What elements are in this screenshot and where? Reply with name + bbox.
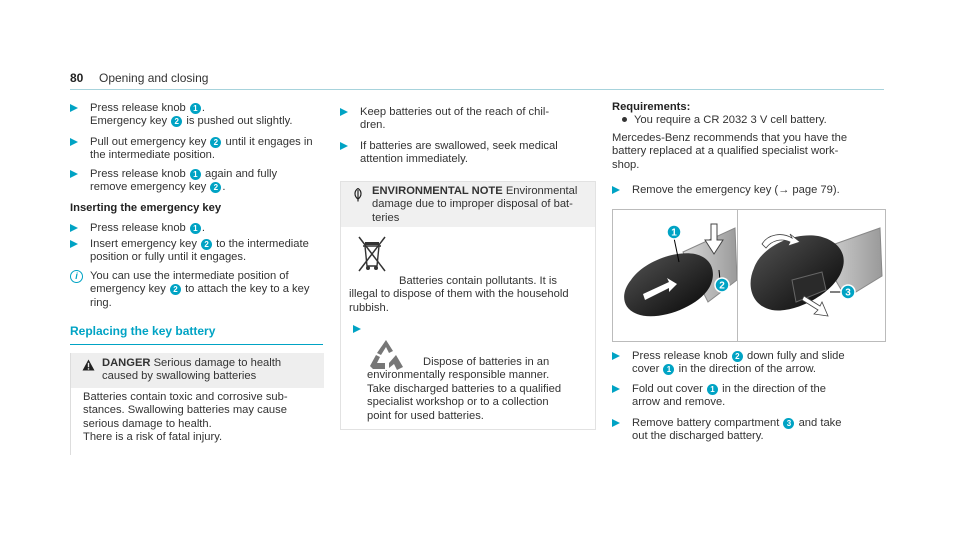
requirements-heading: Requirements: — [612, 101, 691, 113]
environmental-step-text: Dispose of batteries in an environmentally responsible manner. Take discharged batteries to a qualified specialist workshop or to a collection point for used batteries. — [367, 356, 562, 422]
step-fold-out-cover: Fold out cover 1 in the direction of the arrow and remove. — [612, 383, 882, 410]
step-arrow-icon — [70, 138, 78, 146]
environmental-note-label: ENVIRONMENTAL NOTE — [372, 185, 503, 197]
battery-removal-illustration — [738, 210, 884, 341]
subheading-inserting-key: Inserting the emergency key — [70, 202, 222, 214]
danger-header: DANGER Serious damage to health caused by swallowing batteries — [71, 353, 324, 388]
section-rule — [70, 344, 323, 345]
step-pull-out-key: Pull out emergency key 2 until it engages in the intermediate position. — [70, 136, 320, 163]
callout-badge: 2 — [210, 137, 221, 148]
danger-label: DANGER — [102, 357, 151, 369]
requirement-item: You require a CR 2032 3 V cell battery. — [634, 114, 827, 126]
step-arrow-icon — [70, 104, 78, 112]
key-battery-figure — [612, 209, 886, 342]
callout-badge: 1 — [707, 384, 718, 395]
step-arrow-icon — [612, 352, 620, 360]
step-press-release-knob: Press release knob 1 . Emergency key 2 is pushed out slightly. — [70, 102, 320, 129]
step-press-knob-slide-cover: Press release knob 2 down fully and slide cover 1 in the direction of the arrow. — [612, 350, 882, 377]
callout-3-icon — [830, 285, 855, 299]
callout-2-text: 2 — [719, 280, 725, 292]
step-arrow-icon — [70, 224, 78, 232]
callout-badge: 2 — [732, 351, 743, 362]
page-number: 80 — [70, 71, 84, 85]
info-note: i You can use the intermediate position of emergency key 2 to attach the key to a key ring. — [70, 270, 320, 310]
crossed-out-bin-icon — [357, 234, 387, 274]
step-arrow-icon — [70, 170, 78, 178]
info-icon: i — [70, 270, 83, 283]
step-arrow-icon — [340, 142, 348, 150]
step-arrow-icon — [612, 385, 620, 393]
callout-badge: 2 — [170, 284, 181, 295]
callout-3-text: 3 — [845, 287, 851, 299]
callout-badge: 1 — [190, 169, 201, 180]
arrow-reference: → — [778, 184, 790, 196]
step-keep-batteries: Keep batteries out of the reach of chil- dren. — [340, 106, 590, 133]
callout-badge: 3 — [783, 418, 794, 429]
key-open-illustration — [613, 210, 737, 341]
callout-badge: 1 — [190, 103, 201, 114]
environmental-note-header: ENVIRONMENTAL NOTE Environmental damage due to improper disposal of bat- teries — [341, 182, 595, 227]
step-arrow-icon — [612, 419, 620, 427]
step-remove-key: Press release knob 1 again and fully remove emergency key 2 . — [70, 168, 320, 195]
step-arrow-icon — [70, 240, 78, 248]
chapter-title: Opening and closing — [99, 71, 209, 85]
callout-1-text: 1 — [671, 227, 677, 239]
danger-body: Batteries contain toxic and corrosive sub- stances. Swallowing batteries may cause serious damage to health. There is a risk of fatal injury. — [83, 391, 288, 444]
environmental-paragraph: Batteries contain pollutants. It is illegal to dispose of them with the household rubbish. — [349, 275, 569, 314]
callout-badge: 2 — [210, 182, 221, 193]
leaf-icon — [353, 188, 363, 202]
step-arrow-icon — [353, 325, 361, 333]
step-press-knob: Press release knob 1 . — [70, 222, 320, 235]
warning-triangle-icon — [82, 359, 95, 371]
environmental-note-box — [340, 181, 596, 430]
step-arrow-icon — [612, 186, 620, 194]
page-reference-link[interactable]: page 79). — [789, 184, 840, 196]
callout-badge: 1 — [190, 223, 201, 234]
step-remove-battery-compartment: Remove battery compartment 3 and take out the discharged battery. — [612, 417, 882, 444]
callout-badge: 2 — [201, 239, 212, 250]
danger-box — [70, 353, 324, 455]
recommendation-paragraph: Mercedes-Benz recommends that you have the battery replaced at a qualified specialist work- shop. — [612, 132, 848, 171]
callout-badge: 2 — [171, 116, 182, 127]
step-swallowed: If batteries are swallowed, seek medical attention immediately. — [340, 140, 590, 167]
step-insert-key: Insert emergency key 2 to the intermediate position or fully until it engages. — [70, 238, 320, 265]
step-remove-emergency-key: Remove the emergency key (→ page 79). — [612, 184, 882, 197]
section-title: Replacing the key battery — [70, 324, 216, 338]
bullet-icon — [622, 117, 627, 122]
callout-badge: 1 — [663, 364, 674, 375]
step-arrow-icon — [340, 108, 348, 116]
header-rule — [70, 89, 884, 90]
